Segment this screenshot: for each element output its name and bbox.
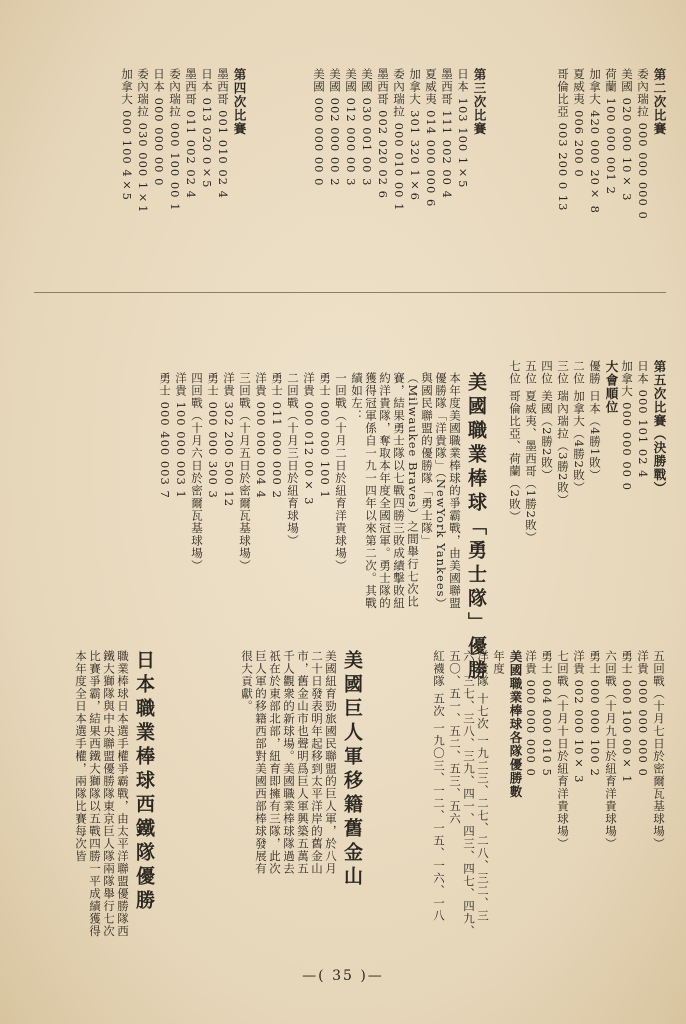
game-line: 二回戰（十月三日於紐育球場） (286, 372, 300, 547)
score-line: 墨西哥 111 002 00 4 (440, 68, 454, 199)
article-title: 美國巨人軍移籍舊金山 (341, 650, 363, 890)
article-paragraph: 職業棒球日本選手權爭霸戰，由太平洋聯盟優勝隊西鐵大獅隊與中央聯盟優勝隊東京巨人隊兩隊舉行七次比賽爭霸，結果西鐵大獅隊以五戰四勝一平成績獲得本年度全日本選手權，兩隊比賽每次皆 (74, 650, 130, 938)
score-line: 哥倫比亞 003 200 0 13 (556, 68, 570, 212)
round5-heading: 第五次比賽（決勝戰） (652, 360, 667, 495)
game-line: 六回戰（十月九日於紐育洋貴球場） (604, 650, 618, 850)
pennant-table-heading: 美國職業棒球各隊優勝數 (508, 650, 523, 799)
game-line: 勇士 000 000 300 3 (206, 372, 220, 499)
braves-article (158, 372, 488, 684)
game-line: 勇士 004 000 010 5 (540, 650, 554, 777)
score-line: 日本 000 101 02 4 (636, 360, 650, 479)
game-line: 勇士 000 000 100 1 (318, 372, 332, 499)
game-line: 七回戰（十月十日於紐育洋貴球場） (556, 650, 570, 850)
round5-results (508, 360, 666, 610)
score-line: 墨西哥 011 002 02 4 (184, 68, 198, 199)
score-line: 加拿大 000 000 00 0 (620, 360, 634, 491)
game-line: 勇士 000 000 100 2 (588, 650, 602, 777)
giants-article (240, 650, 364, 940)
score-line: 墨西哥 002 020 02 6 (376, 68, 390, 199)
score-line: 墨西哥 001 010 02 4 (216, 68, 230, 199)
round4-heading: 第四次比賽 (232, 68, 247, 136)
score-line: 美國 002 000 00 2 (328, 68, 342, 187)
score-line: 美國 012 000 00 3 (344, 68, 358, 187)
game-line: 洋貴 000 000 000 0 (524, 650, 538, 777)
game-line: 洋貴 000 012 00× 3 (302, 372, 316, 506)
standing-line: 七位 哥倫比亞、荷蘭（2敗） (508, 360, 522, 523)
round2-heading: 第二次比賽 (652, 68, 667, 136)
article-paragraph: 美國紐育勁旅國民聯盟的巨人軍，於八月二十日發表明年起移到太平洋岸的舊金山市，舊金山市也聲明爲巨人軍興築五萬五千人觀衆的新球場。美國職業棒球隊過去祇在於東部北部，紐育即擁有三隊，此次巨人軍的移籍西部對美國西部棒球發展有很大貢獻。 (240, 650, 338, 875)
standing-line: 四位 美國（2勝2敗） (540, 360, 554, 482)
game-line: 勇士 011 000 000 2 (270, 372, 284, 499)
score-line: 日本 013 020 0×5 (200, 68, 214, 189)
score-line: 夏威夷 006 200 0 (572, 68, 586, 178)
score-line: 委內瑞拉 000 100 00 1 (168, 68, 182, 212)
standings-heading: 大會順位 (604, 360, 619, 414)
standing-line: 三位 瑞內瑞拉（3勝2敗） (556, 360, 570, 507)
score-line: 日本 103 100 1×5 (456, 68, 470, 189)
game-line: 四回戰（十月六日於密爾瓦基球場） (190, 372, 204, 572)
score-line: 加拿大 000 100 4×5 (120, 68, 134, 201)
score-line: 委內瑞拉 000 000 000 0 (636, 68, 650, 220)
game-line: 洋貴 000 000 000 0 (636, 650, 650, 777)
braves-continued (432, 650, 666, 940)
round3-results (312, 68, 486, 288)
score-line: 日本 000 000 00 0 (152, 68, 166, 187)
score-line: 委內瑞拉 030 000 1×1 (136, 68, 150, 214)
round2-results (556, 68, 666, 288)
game-line: 一回戰（十月二日於紐育洋貴球場） (334, 372, 348, 572)
article-title: 美國職業棒球「勇士隊」優勝 (465, 372, 487, 684)
game-line: 洋貴 100 000 003 1 (174, 372, 188, 499)
page-number: —( 35 )— (302, 968, 384, 984)
score-line: 美國 030 001 00 3 (360, 68, 374, 187)
divider (34, 292, 666, 293)
pennant-row: 洋貴隊 十七次 一九二三、二七、二八、三二、三六、三七、三八、三九、四一、四三、四七、四九、五〇、五一、五二、五三、五六 (448, 650, 490, 938)
nishitetsu-article (74, 650, 156, 940)
game-line: 洋貴 302 200 500 12 (222, 372, 236, 508)
score-line: 委內瑞拉 000 010 00 1 (392, 68, 406, 212)
standing-line: 優勝 日本（4勝1敗） (588, 360, 602, 482)
article-title: 日本職業棒球西鐵隊優勝 (133, 650, 155, 914)
score-line: 美國 020 000 10× 3 (620, 68, 634, 202)
pennant-row: 紅襪隊 五次 一九〇三、一二、一五、一六、一八 (432, 650, 446, 922)
score-line: 加拿大 420 000 20× 8 (588, 68, 602, 214)
game-line: 洋貴 000 000 004 4 (254, 372, 268, 499)
pennant-year-label: 年度 (492, 650, 506, 675)
score-line: 荷蘭 100 000 001 2 (604, 68, 618, 195)
round3-heading: 第三次比賽 (472, 68, 487, 136)
game-line: 勇士 000 100 00× 1 (620, 650, 634, 784)
game-line: 洋貴 002 000 10× 3 (572, 650, 586, 784)
score-line: 夏威夷 014 000 000 6 (424, 68, 438, 208)
standing-line: 五位 夏威夷、墨西哥（1勝2敗） (524, 360, 538, 544)
score-line: 加拿大 301 320 1×6 (408, 68, 422, 201)
game-line: 三回戰（十月五日於密爾瓦基球場） (238, 372, 252, 572)
standing-line: 二位 加拿大（4勝2敗） (572, 360, 586, 494)
article-paragraph: 本年度美國職業棒球的爭霸戰，由美國聯盟優勝隊「洋貴隊」（NewYork Yankees）與國民聯盟的優勝隊「勇士隊」（Milwaukee Braves）之間舉行七次比賽，結果勇士隊以七戰四勝三敗成績擊敗紐約洋貴隊，奪取本年度全國冠軍。勇士隊的獲得冠軍係自一九一四年以來第二次。其戰績如左： (350, 372, 462, 611)
round4-results (120, 68, 246, 288)
game-line: 五回戰（十月七日於密爾瓦基球場） (652, 650, 666, 850)
score-line: 美國 000 000 00 0 (312, 68, 326, 187)
game-line: 勇士 000 400 003 7 (158, 372, 172, 499)
